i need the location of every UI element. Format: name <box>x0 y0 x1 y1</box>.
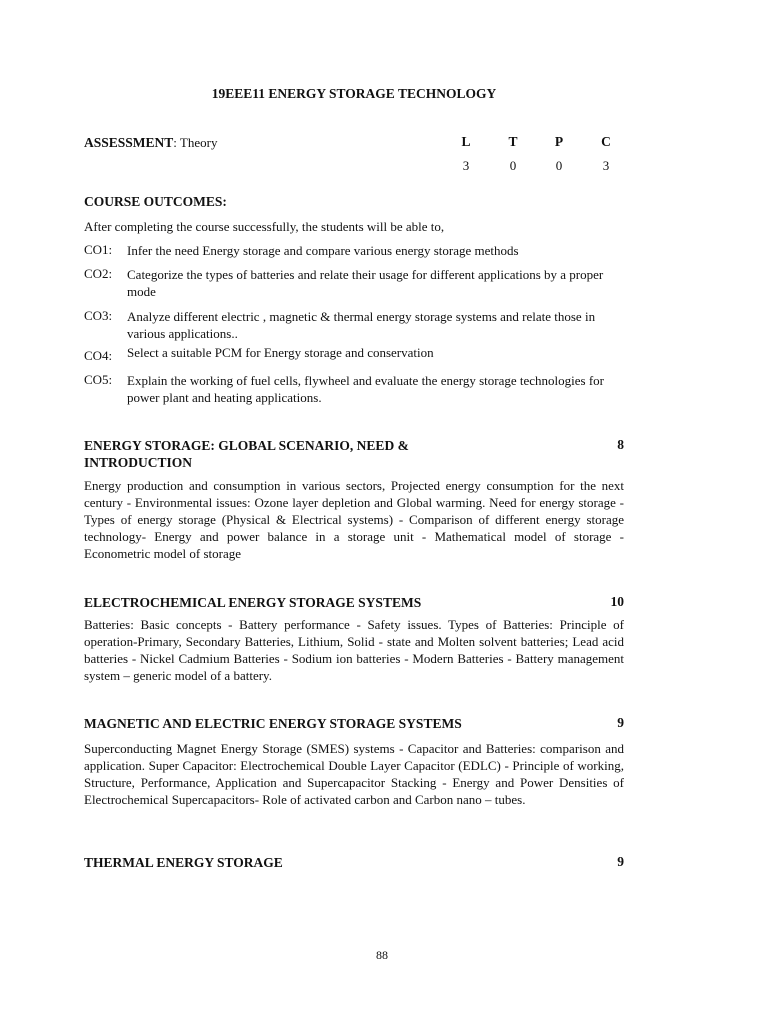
co-text: Categorize the types of batteries and relate their usage for different applications by a proper mode <box>127 267 604 299</box>
course-outcomes-heading: COURSE OUTCOMES: <box>84 194 227 209</box>
ltpc-header-p: P <box>554 134 564 149</box>
unit-hours: 10 <box>610 594 624 609</box>
unit-content: Energy production and consumption in various sectors, Projected energy consumption for the next century - Environmental issues: Ozone layer depletion and Global warming. Need for energy storage - Types of energy storage (Physical & Electrical systems) - Comparison of different energy storage technology- Energy and power balance in a storage unit - Mathematical model of storage - Econometric model of storage <box>84 478 624 561</box>
co-text: Select a suitable PCM for Energy storage and conservation <box>127 345 434 360</box>
ltpc-header-c: C <box>601 134 611 149</box>
assessment-label: ASSESSMENT <box>84 135 174 150</box>
assessment-value: : Theory <box>173 135 218 150</box>
ltpc-value-p: 0 <box>555 158 563 173</box>
page-title: 19EEE11 ENERGY STORAGE TECHNOLOGY <box>211 86 497 101</box>
ltpc-header-t: T <box>508 134 518 149</box>
co-code: CO3: <box>84 308 113 323</box>
course-outcomes-intro: After completing the course successfully, the students will be able to, <box>84 219 445 234</box>
unit-content: Batteries: Basic concepts - Battery performance - Safety issues. Types of Batteries: Principle of operation-Primary, Secondary Batteries, Lithium, Solid - state and Molten solvent batteries; Lead acid batteries - Nickel Cadmium Batteries - Sodium ion batteries - Modern Batteries - Battery management system – generic model of a battery. <box>84 617 624 683</box>
assessment-line <box>84 134 217 151</box>
co-text: Analyze different electric , magnetic & thermal energy storage systems and relate those in various applications.. <box>127 309 596 341</box>
unit-hours: 9 <box>617 715 624 730</box>
co-code: CO1: <box>84 242 113 257</box>
ltpc-header-l: L <box>461 134 471 149</box>
unit-hours: 8 <box>617 437 624 452</box>
unit-content: Superconducting Magnet Energy Storage (SMES) systems - Capacitor and Batteries: comparison and application. Super Capacitor: Electrochemical Double Layer Capacitor (EDLC) - Principle of working, Structure, Performance, Application and Supercapacitor Stacking - Energy and Power Densities of Electrochemical Supercapacitors- Role of activated carbon and Carbon nano – tubes. <box>84 741 624 807</box>
ltpc-value-l: 3 <box>462 158 470 173</box>
co-text: Explain the working of fuel cells, flywheel and evaluate the energy storage technologies for power plant and heating applications. <box>127 373 604 405</box>
unit-hours: 9 <box>617 854 624 869</box>
co-code: CO5: <box>84 372 113 387</box>
co-text: Infer the need Energy storage and compare various energy storage methods <box>127 243 519 258</box>
ltpc-value-t: 0 <box>509 158 517 173</box>
unit-title: THERMAL ENERGY STORAGE <box>84 855 283 870</box>
unit-title: ELECTROCHEMICAL ENERGY STORAGE SYSTEMS <box>84 595 422 610</box>
co-code: CO4: <box>84 348 113 363</box>
unit-title: MAGNETIC AND ELECTRIC ENERGY STORAGE SYSTEMS <box>84 716 462 731</box>
ltpc-value-c: 3 <box>602 158 610 173</box>
co-code: CO2: <box>84 266 113 281</box>
unit-title: ENERGY STORAGE: GLOBAL SCENARIO, NEED & INTRODUCTION <box>84 438 409 470</box>
page-number: 88 <box>376 948 388 962</box>
